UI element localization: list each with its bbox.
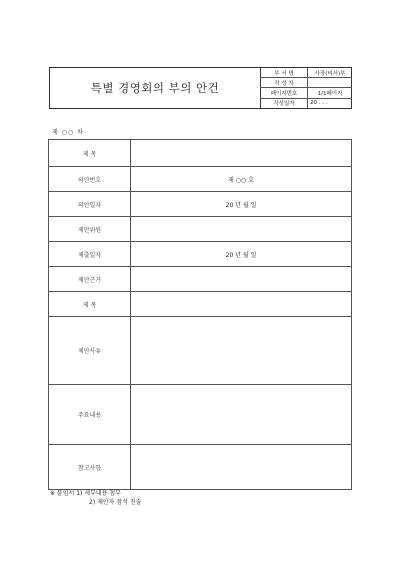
form-row-basis <box>49 267 352 292</box>
meta-row-page <box>261 88 353 98</box>
form-row-agenda-date <box>49 192 352 217</box>
form-row-agenda-number <box>49 167 352 192</box>
form-row-notes <box>49 445 352 490</box>
meta-value: 20 . . . <box>308 98 353 108</box>
form-value[interactable] <box>131 267 352 292</box>
form-value[interactable] <box>131 445 352 490</box>
meta-value: 사장(비서)부 <box>308 68 353 78</box>
form-label: 주요내용 <box>49 385 131 445</box>
form-row-reason <box>49 317 352 385</box>
form-value[interactable]: 20 년 월 일 <box>131 242 352 267</box>
footnote-line-2: 2) 제안자 참석 진술 <box>89 499 142 506</box>
form-label: 제안사유 <box>49 317 131 385</box>
form-row-main-content <box>49 385 352 445</box>
form-value[interactable] <box>131 217 352 242</box>
form-row-subject <box>49 292 352 317</box>
form-label: 참고사항 <box>49 445 131 490</box>
form-label: 제 목 <box>49 140 131 167</box>
footnote <box>50 489 141 507</box>
form-value[interactable]: 제 ○○ 호 <box>131 167 352 192</box>
form-value[interactable]: 20 년 월 일 <box>131 192 352 217</box>
meta-label: 페이지번호 <box>261 88 308 98</box>
form-value[interactable] <box>131 140 352 167</box>
form-value[interactable] <box>131 292 352 317</box>
form-value[interactable] <box>131 317 352 385</box>
meta-label: 작 성 자 <box>261 78 308 88</box>
form-label: 의안일자 <box>49 192 131 217</box>
form-label: 제안위원 <box>49 217 131 242</box>
form-value[interactable] <box>131 385 352 445</box>
form-label: 제안근거 <box>49 267 131 292</box>
meta-row-date <box>261 98 353 108</box>
form-row-proposer <box>49 217 352 242</box>
document-title: 특별 경영회의 부의 안건 <box>90 81 220 95</box>
meta-value <box>308 78 353 88</box>
form-label: 의안번호 <box>49 167 131 192</box>
document-header <box>49 67 352 109</box>
form-label: 제출일자 <box>49 242 131 267</box>
document-meta-table <box>260 68 352 108</box>
meta-row-author <box>261 78 353 88</box>
meta-value: 1/1페이지 <box>308 88 353 98</box>
session-number: 제 ○○ 차 <box>52 129 84 136</box>
footnote-line-1: ※ 붙임서 1) 세부내용 첨부 <box>50 490 121 497</box>
agenda-form-table <box>48 139 352 490</box>
meta-label: 작성일자 <box>261 98 308 108</box>
form-label: 제 목 <box>49 292 131 317</box>
meta-row-department <box>261 68 353 78</box>
meta-label: 부 서 명 <box>261 68 308 78</box>
form-row-submission-date <box>49 242 352 267</box>
form-row-title <box>49 140 352 167</box>
